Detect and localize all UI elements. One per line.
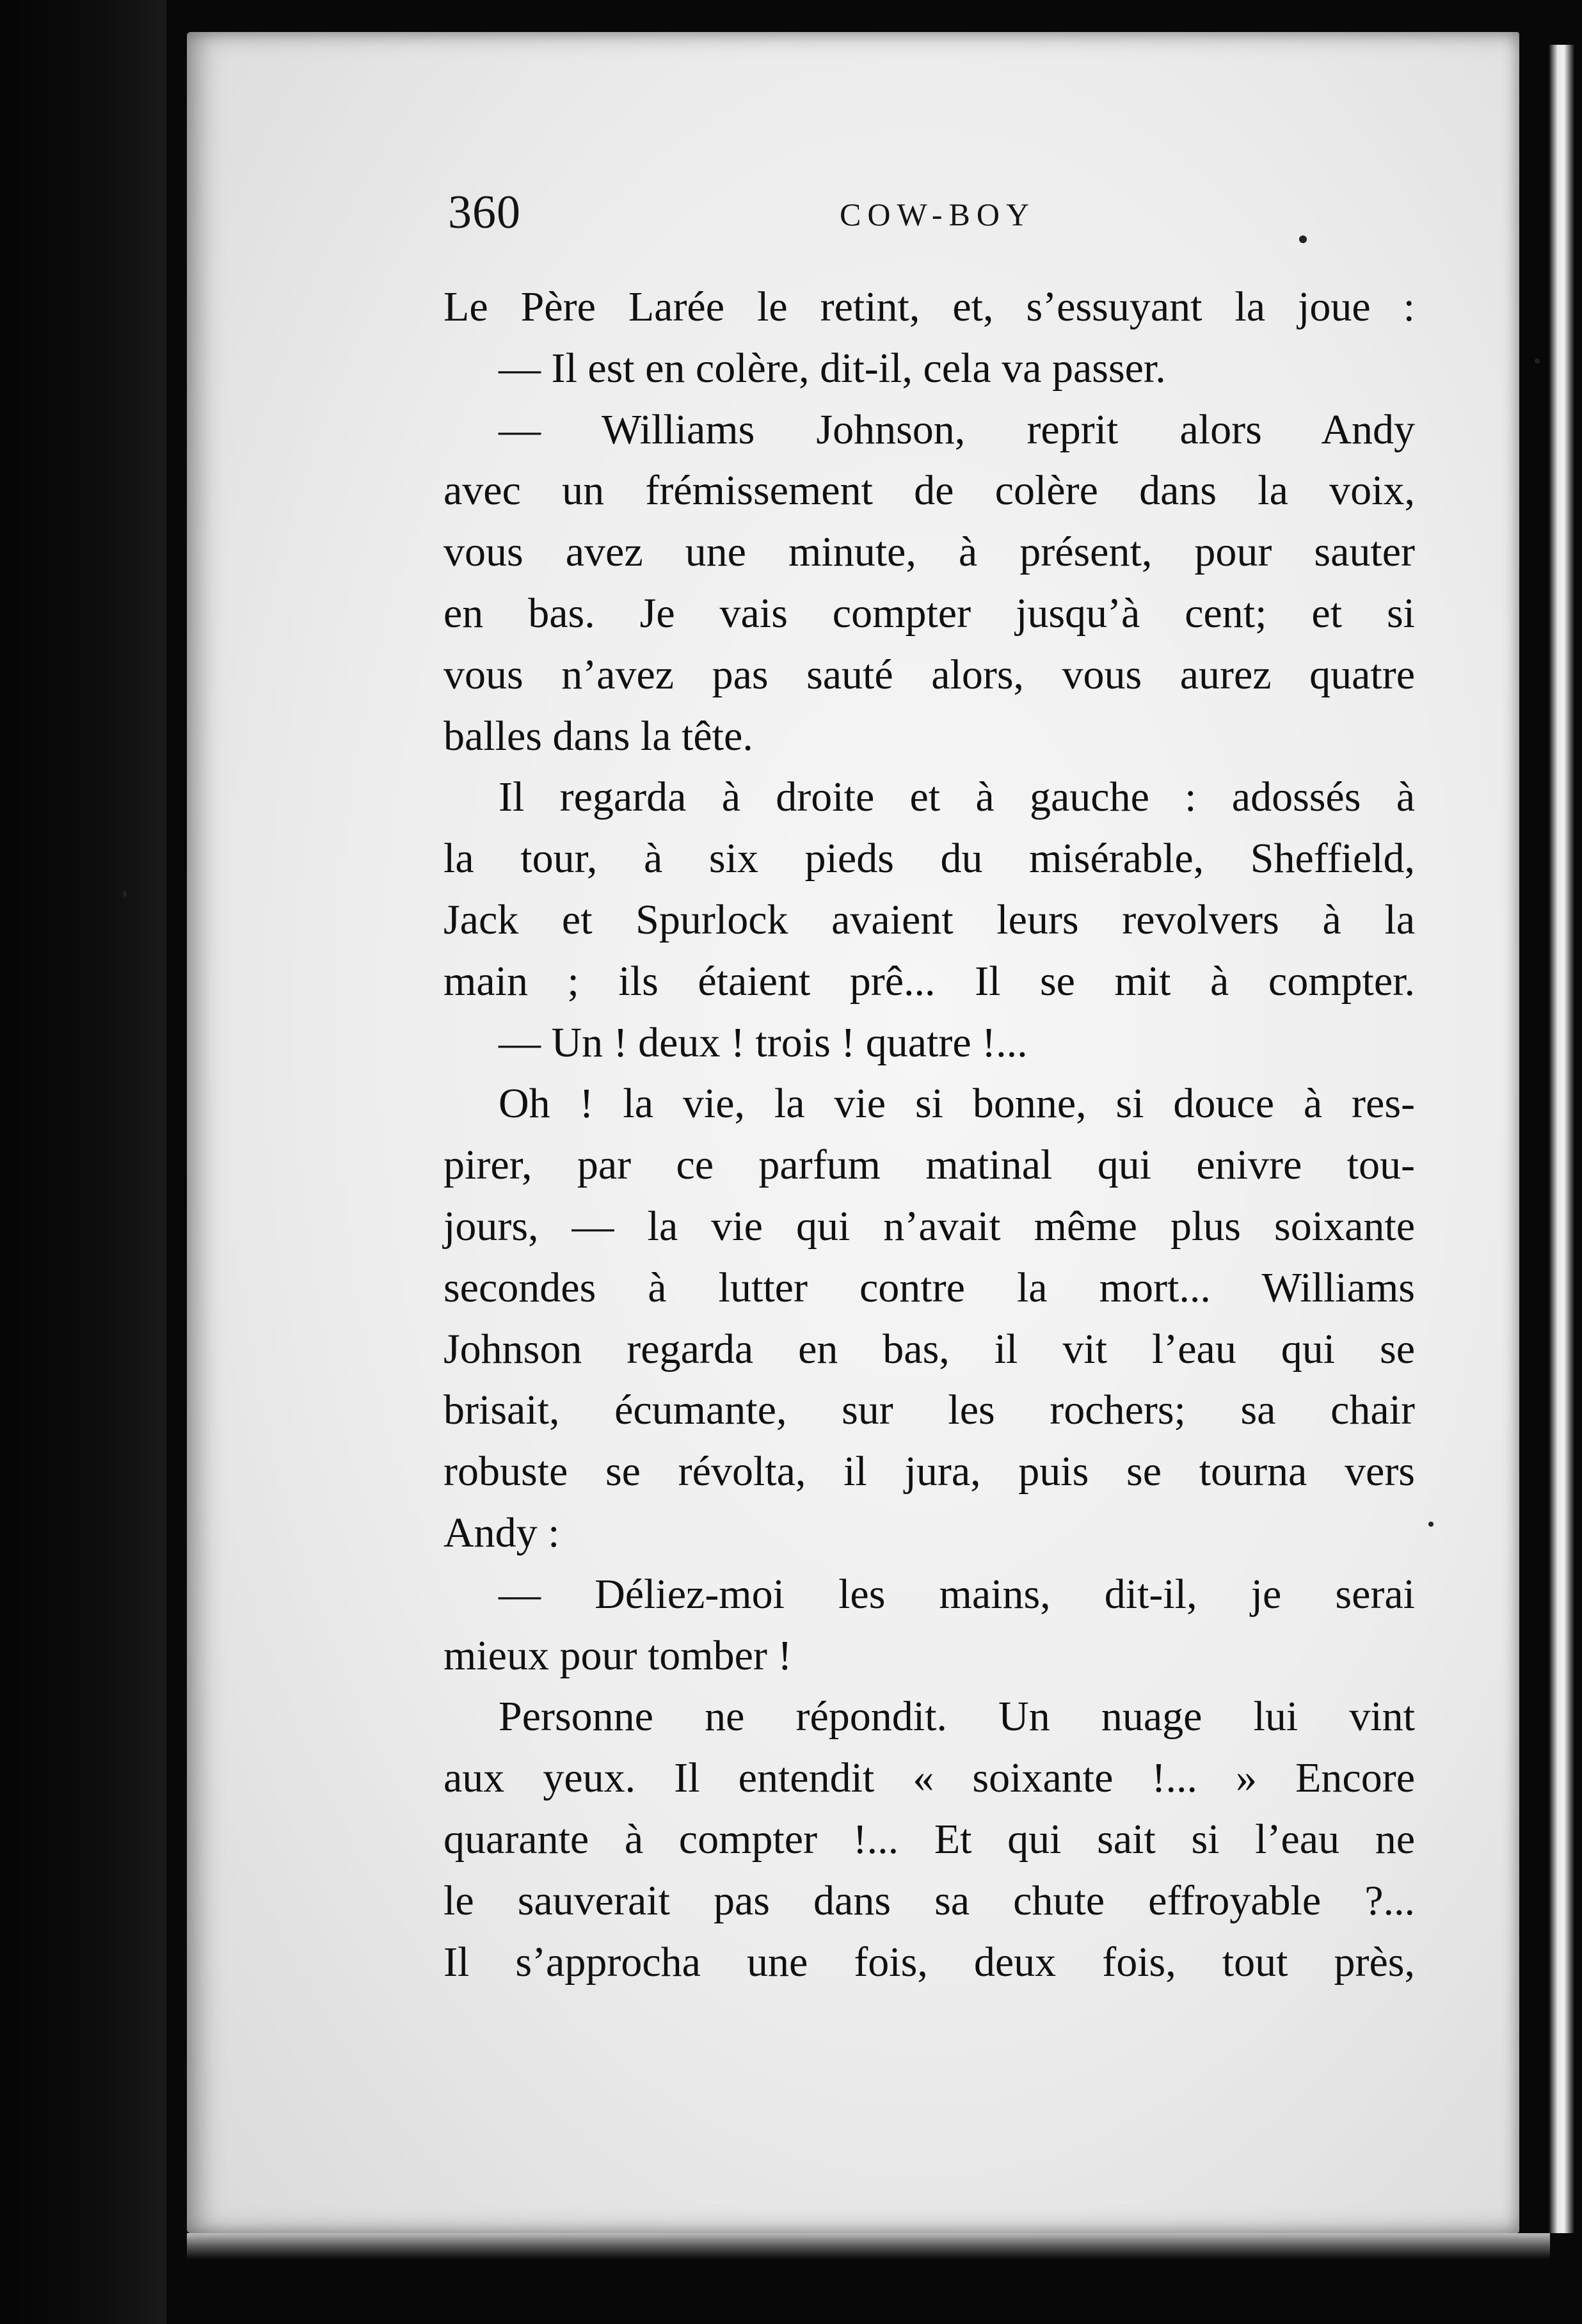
text-line: le sauverait pas dans sa chute effroyable ?... (443, 1877, 1415, 1924)
running-title: COW-BOY (840, 196, 1036, 232)
text-line: Il regarda à droite et à gauche : adossés à (499, 774, 1415, 821)
text-line: mieux pour tomber ! (443, 1632, 792, 1679)
text-line: en bas. Je vais compter jusqu’à cent; et si (443, 589, 1415, 637)
text-line: Johnson regarda en bas, il vit l’eau qui se (443, 1325, 1415, 1373)
text-line: quarante à compter !... Et qui sait si l’eau ne (443, 1815, 1415, 1863)
book-binding (0, 0, 166, 2324)
running-head (448, 186, 1395, 250)
text-line: la tour, à six pieds du misérable, Sheffield, (443, 835, 1415, 882)
text-line: Andy : (443, 1509, 560, 1556)
text-line: robuste se révolta, il jura, puis se tourna vers (443, 1448, 1415, 1495)
text-line: main ; ils étaient prê... Il se mit à compter. (443, 957, 1415, 1005)
text-line: vous n’avez pas sauté alors, vous aurez quatre (443, 651, 1415, 698)
page-bottom-edge (187, 2233, 1550, 2259)
text-line: Jack et Spurlock avaient leurs revolvers à la (443, 896, 1415, 943)
speck (123, 891, 127, 897)
text-line: brisait, écumante, sur les rochers; sa chair (443, 1387, 1415, 1434)
text-line: — Williams Johnson, reprit alors Andy (499, 406, 1415, 453)
text-line: Le Père Larée le retint, et, s’essuyant la joue : (443, 283, 1415, 330)
text-line: jours, — la vie qui n’avait même plus soixante (443, 1202, 1415, 1250)
speck (1428, 1522, 1434, 1527)
text-line: Oh ! la vie, la vie si bonne, si douce à res- (499, 1080, 1415, 1127)
text-line: vous avez une minute, à présent, pour sauter (443, 529, 1415, 576)
text-line: — Un ! deux ! trois ! quatre !... (499, 1019, 1028, 1066)
text-line: Personne ne répondit. Un nuage lui vint (499, 1693, 1415, 1740)
page-number: 360 (448, 186, 521, 239)
text-line: aux yeux. Il entendit « soixante !... » Encore (443, 1755, 1415, 1802)
text-line: Il s’approcha une fois, deux fois, tout près, (443, 1938, 1415, 1986)
text-line: — Déliez-moi les mains, dit-il, je serai (499, 1570, 1415, 1618)
next-page-edge (1549, 45, 1574, 2233)
body-text (443, 276, 1415, 1993)
speck (1535, 358, 1540, 363)
text-line: pirer, par ce parfum matinal qui enivre tou- (443, 1142, 1415, 1189)
text-line: avec un frémissement de colère dans la voix, (443, 467, 1415, 514)
text-line: — Il est en colère, dit-il, cela va passer. (499, 344, 1166, 392)
text-line: balles dans la tête. (443, 712, 753, 760)
text-line: secondes à lutter contre la mort... Williams (443, 1264, 1415, 1311)
speck (1299, 235, 1307, 243)
